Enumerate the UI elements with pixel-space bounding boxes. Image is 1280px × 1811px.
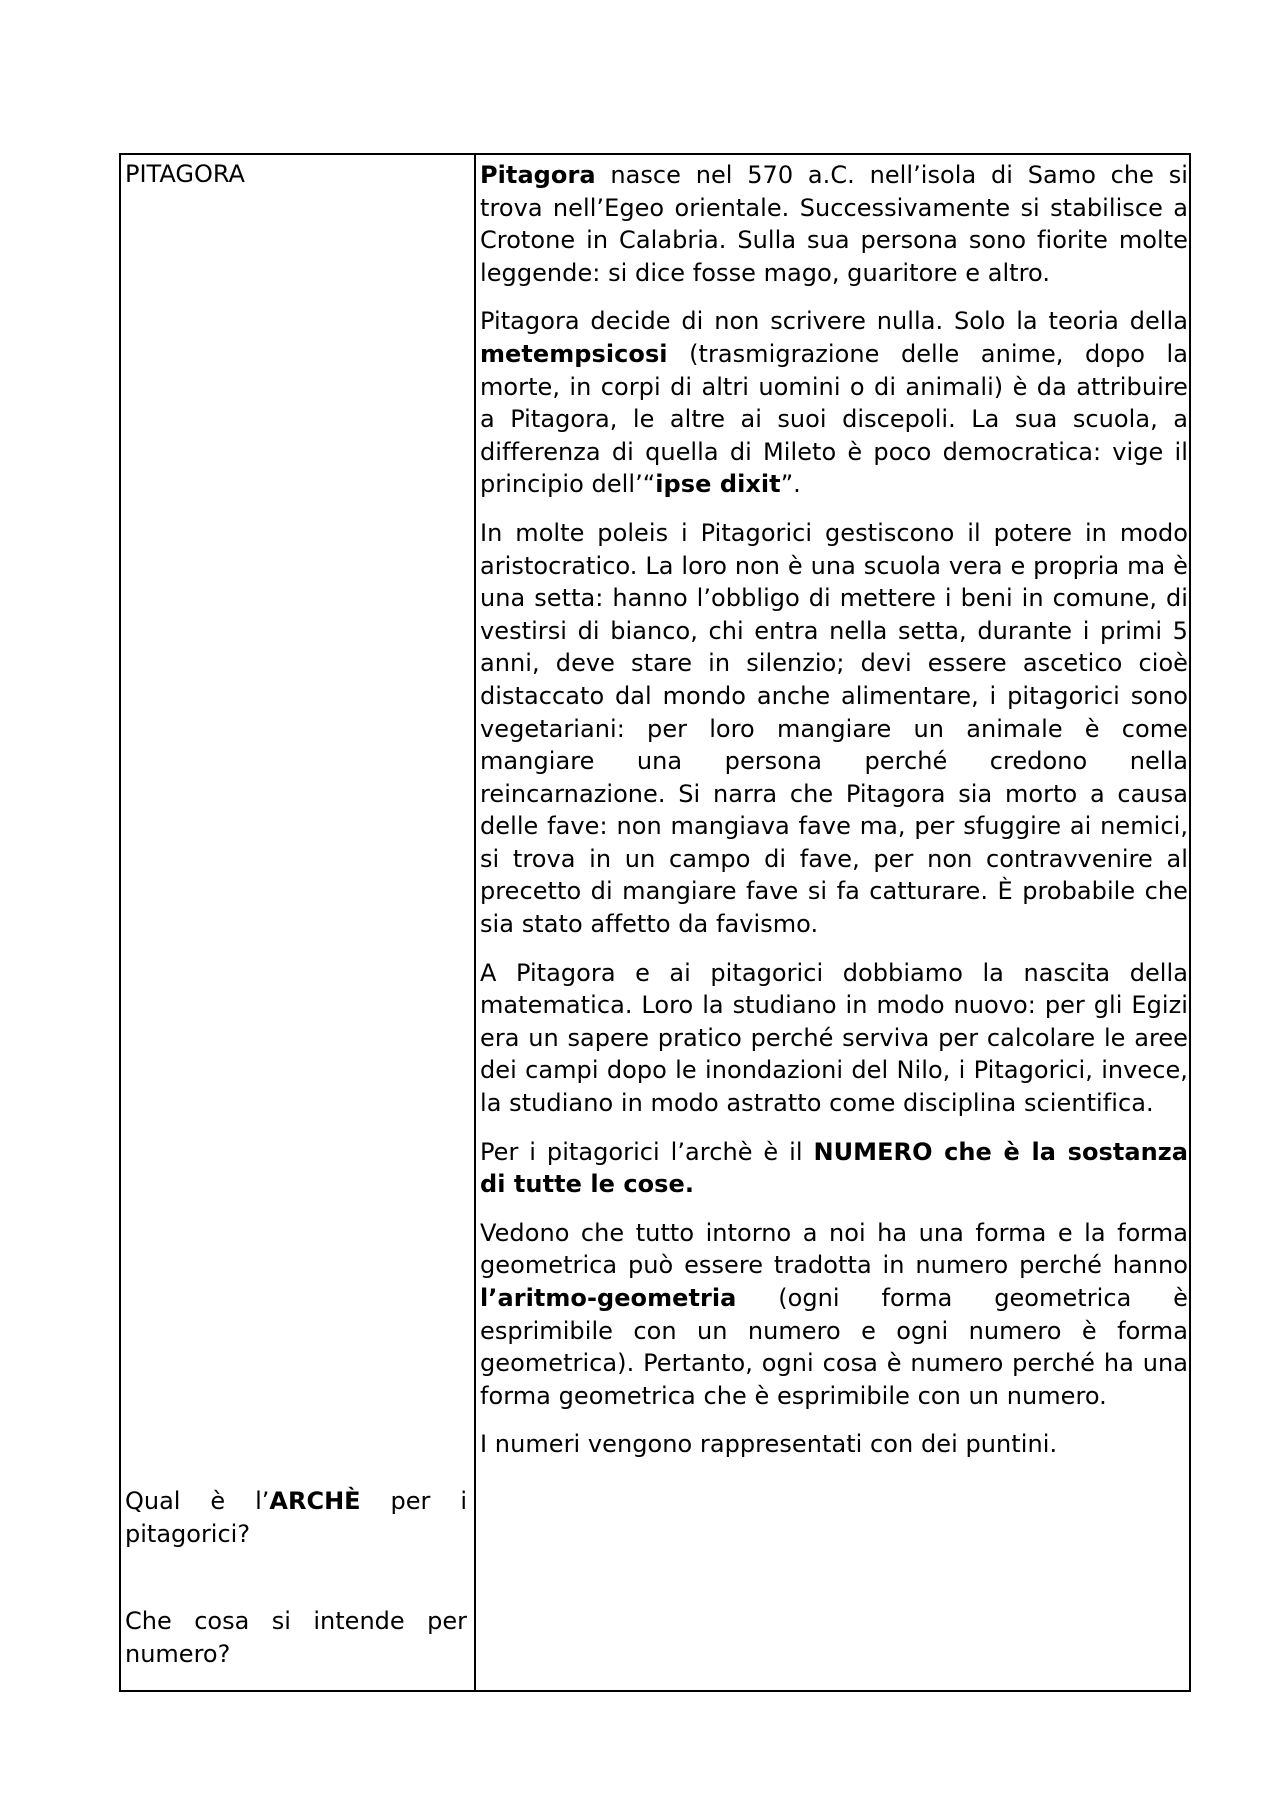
content-table [119, 153, 1191, 1692]
question-arche [125, 1485, 467, 1551]
question-numero: Che cosa si intende per numero? [125, 1607, 467, 1668]
paragraph-arche-numero-bold: NUMERO che è la sostanza di tutte le cose. [480, 1137, 1188, 1199]
paragraph-metempsicosi-text: Pitagora decide di non scrivere nulla. Solo la teoria della [480, 307, 1188, 336]
paragraph-aritmo-geometria-text: Vedono che tutto intorno a noi ha una forma e la forma geometrica può essere tradotta in numero perché hanno [480, 1218, 1188, 1280]
topic-heading: PITAGORA [125, 160, 245, 188]
paragraph-aritmo-geometria-text-end: (ogni forma geometrica è esprimibile con un numero e ogni numero è forma geometrica). Pertanto, ogni cosa è numero perché ha una forma geometrica che è esprimibile con un numero. [480, 1284, 1188, 1410]
paragraph-arche-numero-text: Per i pitagorici l’archè è il [480, 1137, 814, 1166]
question-arche-bold: ARCHÈ [269, 1487, 361, 1515]
right-column [476, 155, 1189, 1690]
explanation-text [480, 159, 1188, 1477]
paragraph-metempsicosi-text-mid: (trasmigrazione delle anime, dopo la morte, in corpi di altri uomini o di animali) è da attribuire a Pitagora, le altre ai suoi discepoli. La sua scuola, a differenza di quella di Mileto è poco democratica: vige il principio dell’“ [480, 339, 1188, 499]
question-arche-text-end: per i pitagorici? [125, 1487, 467, 1548]
paragraph-metempsicosi-text-end: ”. [780, 470, 801, 499]
term-aritmo-geometria: l’aritmo-geometria [480, 1284, 737, 1312]
paragraph-setta: In molte poleis i Pitagorici gestiscono il potere in modo aristocratico. La loro non è una scuola vera e propria ma è una setta: hanno l’obbligo di mettere i beni in comune, di vestirsi di bianco, chi entra nella setta, durante i primi 5 anni, deve stare in silenzio; devi essere ascetico cioè distaccato dal mondo anche alimentare, i pitagorici sono vegetariani: per loro mangiare un animale è come mangiare una persona perché credono nella reincarnazione. Si narra che Pitagora sia morto a causa delle fave: non mangiava fave ma, per sfuggire ai nemici, si trova in un campo di fave, per non contravvenire al precetto di mangiare fave si fa catturare. È probabile che sia stato affetto da favismo. [480, 518, 1188, 939]
paragraph-aritmo-geometria [480, 1217, 1188, 1413]
paragraph-metempsicosi [480, 305, 1188, 501]
paragraph-intro-bold: Pitagora [480, 161, 596, 189]
paragraph-puntini: I numeri vengono rappresentati con dei puntini. [480, 1430, 1058, 1459]
paragraph-intro-text: nasce nel 570 a.C. nell’isola di Samo che si trova nell’Egeo orientale. Successivamente si stabilisce a Crotone in Calabria. Sulla sua persona sono fiorite molte leggende: si dice fosse mago, guaritore e altro. [480, 161, 1188, 287]
term-ipse-dixit: ipse dixit [655, 470, 781, 499]
term-metempsicosi: metempsicosi [480, 339, 668, 368]
paragraph-arche-numero [480, 1136, 1188, 1201]
paragraph-matematica: A Pitagora e ai pitagorici dobbiamo la nascita della matematica. Loro la studiano in modo nuovo: per gli Egizi era un sapere pratico perché serviva per calcolare le aree dei campi dopo le inondazioni del Nilo, i Pitagorici, invece, la studiano in modo astratto come disciplina scientifica. [480, 958, 1188, 1118]
paragraph-intro [480, 159, 1188, 289]
question-arche-text: Qual è l’ [125, 1487, 270, 1515]
left-column [121, 155, 476, 1690]
